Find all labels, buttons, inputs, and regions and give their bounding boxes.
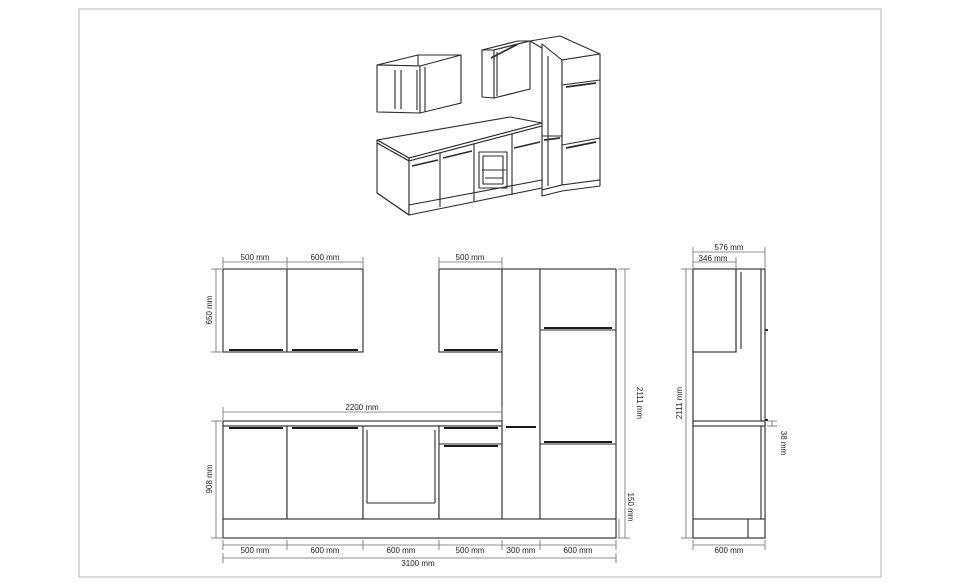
tall-unit-narrow (502, 269, 540, 538)
dim-wall-unit-1: 500 mm (240, 253, 270, 262)
front-view (223, 269, 616, 538)
dim-worktop-length: 2200 mm (345, 403, 379, 412)
dim-side-height: 2111 mm (675, 386, 684, 420)
wall-unit-1 (223, 269, 287, 352)
iso-wall-unit-single (482, 41, 530, 98)
dim-base-5: 300 mm (506, 546, 536, 555)
side-wall-unit (693, 269, 736, 352)
base-unit-4 (439, 426, 502, 519)
dim-base-height: 908 mm (205, 464, 214, 494)
base-unit-1 (223, 426, 287, 519)
dim-plinth-height: 150 mm (626, 492, 635, 522)
side-worktop (693, 421, 765, 426)
wall-unit-2 (287, 269, 363, 352)
dim-worktop-thickness: 38 mm (779, 430, 788, 456)
plinth (223, 519, 616, 538)
worktop (223, 421, 502, 426)
dim-tall-height: 2111 mm (635, 386, 644, 420)
base-unit-2 (287, 426, 363, 519)
dim-side-wall-depth: 346 mm (698, 254, 728, 263)
base-unit-oven (363, 426, 439, 519)
iso-wall-unit-double (377, 55, 461, 113)
dim-total-length: 3100 mm (401, 559, 435, 568)
side-view (693, 269, 768, 538)
dim-wall-unit-2: 600 mm (310, 253, 340, 262)
dim-wall-height: 650 mm (205, 295, 214, 325)
isometric-view (377, 36, 600, 215)
wall-unit-3 (439, 269, 502, 352)
dim-base-6: 600 mm (563, 546, 593, 555)
dim-base-4: 500 mm (455, 546, 485, 555)
dim-side-width-top: 576 mm (714, 243, 744, 252)
dim-base-2: 600 mm (310, 546, 340, 555)
dim-base-1: 500 mm (240, 546, 270, 555)
dim-side-depth-bottom: 600 mm (714, 546, 744, 555)
tall-unit-fridge (540, 269, 616, 538)
dim-base-3: 600 mm (386, 546, 416, 555)
dim-wall-unit-3: 500 mm (455, 253, 485, 262)
iso-base-run (377, 117, 542, 215)
